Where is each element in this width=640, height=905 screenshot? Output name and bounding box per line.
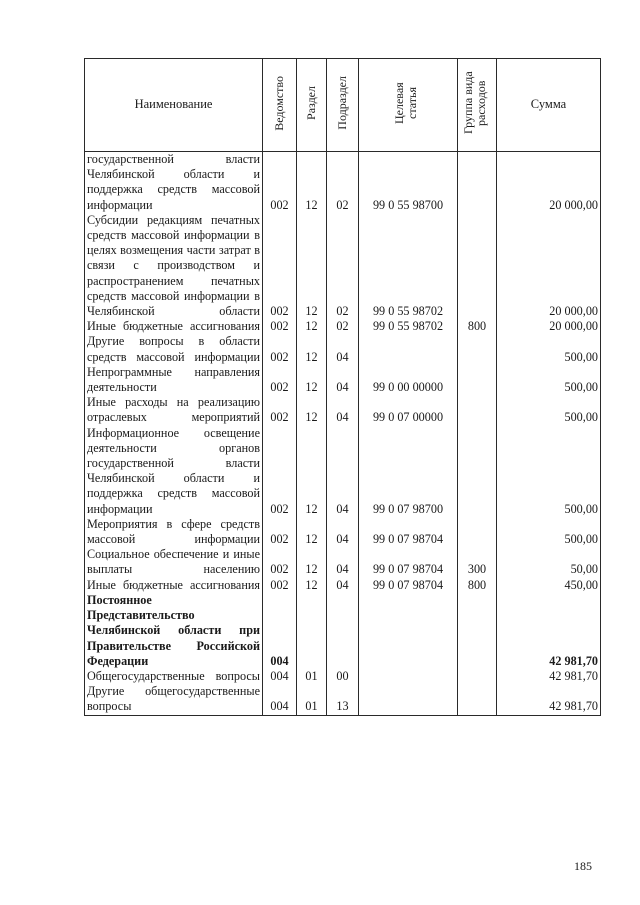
cell-sum: 42 981,70 — [497, 669, 601, 684]
budget-table — [84, 58, 601, 716]
table-header-row — [85, 59, 601, 152]
header-dept — [263, 59, 297, 152]
cell-target: 99 0 55 98700 — [359, 152, 458, 213]
cell-sum: 500,00 — [497, 395, 601, 425]
table-row — [85, 578, 601, 593]
cell-subsection: 02 — [327, 152, 359, 213]
cell-expense-group — [458, 213, 497, 319]
header-target — [359, 59, 458, 152]
cell-target — [359, 669, 458, 684]
cell-subsection: 04 — [327, 578, 359, 593]
cell-expense-group — [458, 334, 497, 364]
table-row — [85, 593, 601, 669]
cell-name: Субсидии редакциям печатных средств массовой информации в целях возмещения части затрат в связи с производством и распространением печатных средств массовой информации в Челябинской области — [85, 213, 263, 319]
cell-name: Информационное освещение деятельности органов государственной власти Челябинской области и поддержка средств массовой информации — [85, 426, 263, 517]
cell-target — [359, 684, 458, 715]
cell-target — [359, 334, 458, 364]
cell-section: 12 — [297, 365, 327, 395]
table-row — [85, 547, 601, 577]
cell-section: 12 — [297, 395, 327, 425]
table-row — [85, 365, 601, 395]
cell-target: 99 0 00 00000 — [359, 365, 458, 395]
cell-subsection: 04 — [327, 395, 359, 425]
cell-subsection: 04 — [327, 517, 359, 547]
cell-dept: 002 — [263, 365, 297, 395]
cell-dept: 002 — [263, 213, 297, 319]
cell-subsection: 00 — [327, 669, 359, 684]
table-row — [85, 517, 601, 547]
page-number: 185 — [574, 859, 592, 873]
cell-expense-group: 800 — [458, 578, 497, 593]
cell-sum: 500,00 — [497, 517, 601, 547]
cell-subsection — [327, 593, 359, 669]
header-target-label: Целевая статья — [392, 82, 419, 124]
cell-sum: 500,00 — [497, 426, 601, 517]
header-section — [297, 59, 327, 152]
cell-dept: 004 — [263, 593, 297, 669]
cell-dept: 002 — [263, 152, 297, 213]
table-row — [85, 152, 601, 213]
cell-subsection: 04 — [327, 426, 359, 517]
cell-subsection: 02 — [327, 213, 359, 319]
cell-subsection: 02 — [327, 319, 359, 334]
header-section-label: Раздел — [304, 85, 318, 120]
table-row — [85, 669, 601, 684]
table-row — [85, 213, 601, 319]
cell-section: 12 — [297, 517, 327, 547]
cell-target — [359, 593, 458, 669]
cell-section: 12 — [297, 547, 327, 577]
cell-expense-group — [458, 593, 497, 669]
cell-name: государственной власти Челябинской области и поддержка средств массовой информации — [85, 152, 263, 213]
cell-section: 12 — [297, 152, 327, 213]
table-row — [85, 334, 601, 364]
cell-expense-group: 800 — [458, 319, 497, 334]
header-expense-group-label: Группа вида расходов — [461, 71, 488, 135]
cell-expense-group — [458, 517, 497, 547]
cell-section — [297, 593, 327, 669]
cell-target: 99 0 55 98702 — [359, 319, 458, 334]
cell-name: Иные бюджетные ассигнования — [85, 319, 263, 334]
cell-name: Иные бюджетные ассигнования — [85, 578, 263, 593]
cell-target: 99 0 07 98704 — [359, 517, 458, 547]
header-expense-group — [458, 59, 497, 152]
cell-subsection: 04 — [327, 365, 359, 395]
cell-subsection: 04 — [327, 334, 359, 364]
cell-dept: 002 — [263, 517, 297, 547]
cell-section: 12 — [297, 426, 327, 517]
cell-name: Постоянное Представительство Челябинской области при Правительстве Российской Федерации — [85, 593, 263, 669]
cell-dept: 002 — [263, 547, 297, 577]
cell-expense-group — [458, 152, 497, 213]
cell-section: 12 — [297, 319, 327, 334]
cell-expense-group: 300 — [458, 547, 497, 577]
cell-expense-group — [458, 426, 497, 517]
table-row — [85, 395, 601, 425]
cell-sum: 500,00 — [497, 365, 601, 395]
cell-sum: 20 000,00 — [497, 319, 601, 334]
header-subsection-label: Подраздел — [335, 76, 349, 130]
cell-dept: 002 — [263, 578, 297, 593]
header-name: Наименование — [85, 59, 263, 152]
cell-subsection: 04 — [327, 547, 359, 577]
cell-dept: 002 — [263, 319, 297, 334]
cell-section: 12 — [297, 334, 327, 364]
table-row — [85, 684, 601, 715]
cell-name: Социальное обеспечение и иные выплаты населению — [85, 547, 263, 577]
cell-dept: 004 — [263, 684, 297, 715]
cell-section: 01 — [297, 669, 327, 684]
cell-section: 01 — [297, 684, 327, 715]
cell-sum: 50,00 — [497, 547, 601, 577]
cell-section: 12 — [297, 213, 327, 319]
cell-name: Другие вопросы в области средств массовой информации — [85, 334, 263, 364]
cell-dept: 002 — [263, 395, 297, 425]
cell-expense-group — [458, 669, 497, 684]
cell-expense-group — [458, 365, 497, 395]
cell-subsection: 13 — [327, 684, 359, 715]
cell-dept: 002 — [263, 426, 297, 517]
cell-sum: 20 000,00 — [497, 213, 601, 319]
cell-name: Непрограммные направления деятельности — [85, 365, 263, 395]
cell-sum: 450,00 — [497, 578, 601, 593]
cell-section: 12 — [297, 578, 327, 593]
table-row — [85, 426, 601, 517]
cell-dept: 004 — [263, 669, 297, 684]
cell-dept: 002 — [263, 334, 297, 364]
cell-expense-group — [458, 684, 497, 715]
cell-expense-group — [458, 395, 497, 425]
cell-name: Общегосударственные вопросы — [85, 669, 263, 684]
cell-sum: 42 981,70 — [497, 684, 601, 715]
cell-sum: 500,00 — [497, 334, 601, 364]
cell-sum: 42 981,70 — [497, 593, 601, 669]
cell-name: Мероприятия в сфере средств массовой информации — [85, 517, 263, 547]
cell-target: 99 0 55 98702 — [359, 213, 458, 319]
header-sum: Сумма — [497, 59, 601, 152]
cell-sum: 20 000,00 — [497, 152, 601, 213]
cell-target: 99 0 07 00000 — [359, 395, 458, 425]
cell-name: Иные расходы на реализацию отраслевых мероприятий — [85, 395, 263, 425]
cell-target: 99 0 07 98704 — [359, 578, 458, 593]
cell-name: Другие общегосударственные вопросы — [85, 684, 263, 715]
cell-target: 99 0 07 98704 — [359, 547, 458, 577]
table-row — [85, 319, 601, 334]
cell-target: 99 0 07 98700 — [359, 426, 458, 517]
header-subsection — [327, 59, 359, 152]
header-dept-label: Ведомство — [272, 75, 286, 131]
